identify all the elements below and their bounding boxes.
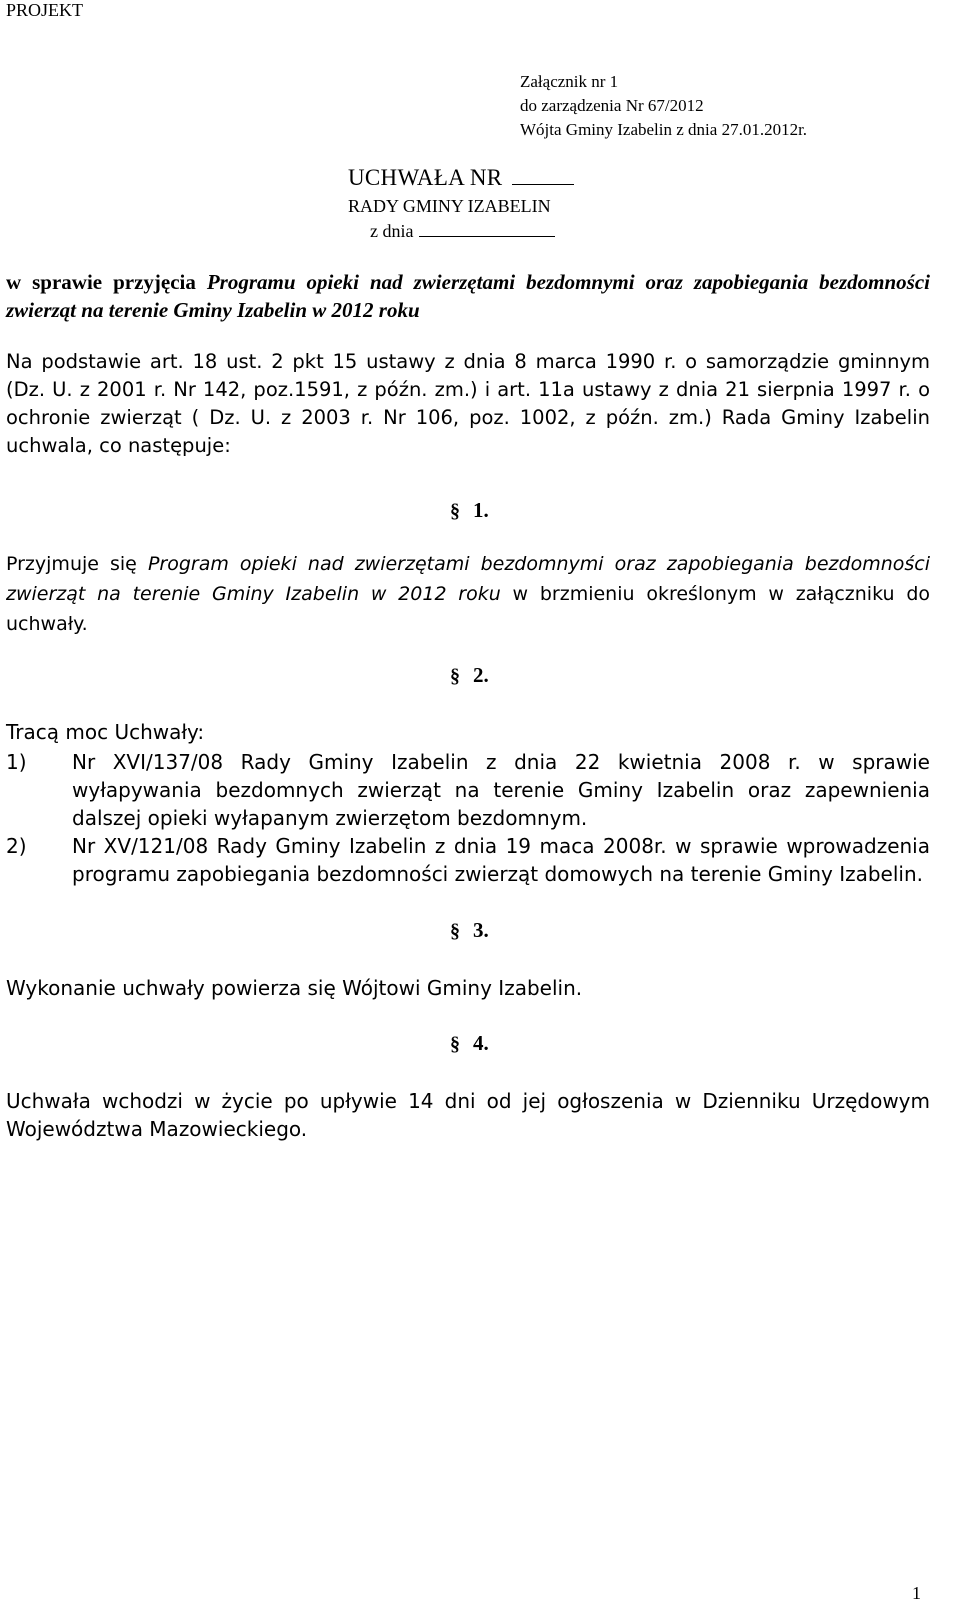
- resolution-title: [348, 165, 574, 191]
- section-4-heading: [450, 1031, 489, 1056]
- section-1-heading: [450, 498, 489, 523]
- annex-note: [520, 70, 807, 142]
- section-1-prefix: Przyjmuje się: [6, 553, 148, 575]
- annex-line: do zarządzenia Nr 67/2012: [520, 96, 704, 115]
- section-sign-icon: [450, 920, 463, 940]
- list-item-number: 2): [6, 834, 27, 858]
- resolution-date: [370, 218, 555, 244]
- section-number: 2.: [473, 663, 489, 687]
- resolution-date-label: z dnia: [370, 221, 414, 241]
- list-item-text: Nr XVI/137/08 Rady Gminy Izabelin z dnia 22 kwietnia 2008 r. w sprawie wyłapywania bezdomnych zwierząt na terenie Gminy Izabelin oraz zapewnienia dalszej opieki wyłapanym zwierzętom bezdomnym.: [72, 750, 930, 830]
- section-sign-icon: [450, 500, 463, 520]
- subject-program-name: Programu opieki nad zwierzętami bezdomnymi oraz zapobiegania bezdomności zwierząt na terenie Gminy Izabelin w 2012 roku: [6, 270, 930, 322]
- svg-text:§: §: [450, 920, 460, 940]
- section-3-heading: [450, 918, 489, 943]
- svg-text:§: §: [450, 1033, 460, 1053]
- resolution-number-blank: [512, 166, 574, 185]
- section-number: 4.: [473, 1031, 489, 1055]
- list-item: [6, 832, 930, 888]
- section-1-suffix: w brzmieniu określonym w załączniku do uchwały.: [6, 583, 930, 635]
- draft-label: PROJEKT: [6, 0, 84, 20]
- repealed-list: [6, 748, 930, 888]
- section-sign-icon: [450, 1033, 463, 1053]
- legal-basis: Na podstawie art. 18 ust. 2 pkt 15 ustawy z dnia 8 marca 1990 r. o samorządzie gminnym (Dz. U. z 2001 r. Nr 142, poz.1591, z późn. zm.) i art. 11a ustawy z dnia 21 sierpnia 1997 r. o ochronie zwierząt ( Dz. U. z 2003 r. Nr 106, poz. 1002, z późn. zm.) Rada Gminy Izabelin uchwala, co następuje:: [6, 350, 930, 457]
- resolution-title-text: UCHWAŁA NR: [348, 165, 503, 190]
- svg-text:§: §: [450, 500, 460, 520]
- svg-text:§: §: [450, 665, 460, 685]
- page-number: 1: [912, 1583, 921, 1603]
- section-4-text: Uchwała wchodzi w życie po upływie 14 dni od jej ogłoszenia w Dzienniku Urzędowym Województwa Mazowieckiego.: [6, 1089, 930, 1141]
- resolution-subject: [6, 268, 930, 324]
- section-number: 3.: [473, 918, 489, 942]
- annex-line: Wójta Gminy Izabelin z dnia 27.01.2012r.: [520, 120, 808, 139]
- annex-line: Załącznik nr 1: [520, 72, 619, 91]
- resolution-date-blank: [419, 220, 555, 237]
- list-item-text: Nr XV/121/08 Rady Gminy Izabelin z dnia 19 maca 2008r. w sprawie wprowadzenia programu zapobiegania bezdomności zwierząt domowych na terenie Gminy Izabelin.: [72, 834, 930, 886]
- section-1-program-name: Program opieki nad zwierzętami bezdomnymi oraz zapobiegania bezdomności zwierząt na terenie Gminy Izabelin w 2012 roku: [6, 553, 930, 605]
- subject-prefix: w sprawie przyjęcia: [6, 270, 207, 294]
- section-3-text: Wykonanie uchwały powierza się Wójtowi Gminy Izabelin.: [6, 976, 583, 1000]
- list-item-number: 1): [6, 750, 27, 774]
- section-1-text: [6, 549, 930, 639]
- section-2-intro: Tracą moc Uchwały:: [6, 720, 205, 744]
- list-item: [6, 748, 930, 832]
- section-sign-icon: [450, 665, 463, 685]
- section-2-heading: [450, 663, 489, 688]
- section-number: 1.: [473, 498, 489, 522]
- council-name: RADY GMINY IZABELIN: [348, 196, 551, 216]
